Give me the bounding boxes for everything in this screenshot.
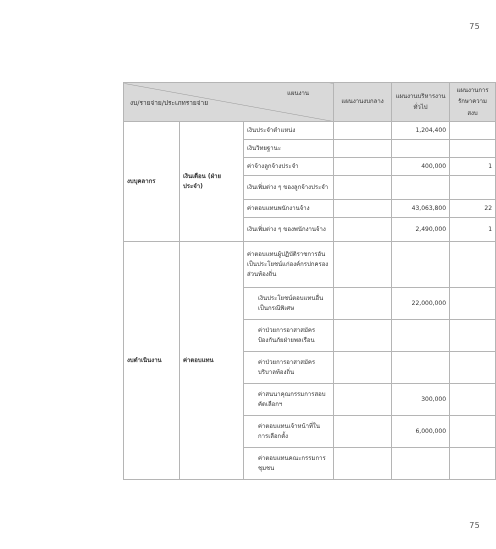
expense-item: เงินประจำตำแหน่ง (244, 122, 334, 140)
security-plan-amount (450, 288, 496, 320)
expense-item: ค่าจ้างลูกจ้างประจำ (244, 158, 334, 176)
security-plan-amount: 1 (450, 158, 496, 176)
table-row (124, 242, 496, 288)
expense-item: ค่าป่วยการอาสาสมัครป้องกันภัยฝ่ายพลเรือน (244, 320, 334, 352)
admin-plan-amount: 43,063,800 (392, 200, 450, 218)
admin-plan-amount: 300,000 (392, 384, 450, 416)
header-plan-label: แผนงาน (287, 90, 310, 97)
budget-subcategory: ค่าตอบแทน (180, 242, 244, 480)
header-admin-plan: แผนงานบริหารงานทั่วไป (392, 83, 450, 122)
security-plan-amount: 22 (450, 200, 496, 218)
budget-category: งบดำเนินงาน (124, 242, 180, 480)
expense-item: ค่าตอบแทนผู้ปฏิบัติราชการอันเป็นประโยชน์แก่องค์กรปกครองส่วนท้องถิ่น (244, 242, 334, 288)
security-plan-amount (450, 122, 496, 140)
general-plan-amount (334, 320, 392, 352)
general-plan-amount (334, 218, 392, 242)
expense-item: ค่าตอบแทนพนักงานจ้าง (244, 200, 334, 218)
budget-category: งบบุคลากร (124, 122, 180, 242)
admin-plan-amount: 400,000 (392, 158, 450, 176)
admin-plan-amount (392, 448, 450, 480)
admin-plan-amount (392, 352, 450, 384)
general-plan-amount (334, 448, 392, 480)
security-plan-amount (450, 384, 496, 416)
general-plan-amount (334, 416, 392, 448)
general-plan-amount (334, 352, 392, 384)
security-plan-amount (450, 242, 496, 288)
admin-plan-amount: 1,204,400 (392, 122, 450, 140)
security-plan-amount: 1 (450, 218, 496, 242)
general-plan-amount (334, 384, 392, 416)
expense-item: ค่าสนนาคุณกรรมการสอบคัดเลือกฯ (244, 384, 334, 416)
admin-plan-amount (392, 176, 450, 200)
general-plan-amount (334, 176, 392, 200)
security-plan-amount (450, 416, 496, 448)
expense-item: เงินเพิ่มต่าง ๆ ของลูกจ้างประจำ (244, 176, 334, 200)
general-plan-amount (334, 288, 392, 320)
security-plan-amount (450, 448, 496, 480)
admin-plan-amount (392, 242, 450, 288)
page-number-bottom: 75 (469, 521, 480, 530)
expense-item: เงินวิทยฐานะ (244, 140, 334, 158)
header-security-plan: แผนงานการรักษาความสงบ (450, 83, 496, 122)
header-corner-cell (124, 83, 334, 122)
general-plan-amount (334, 242, 392, 288)
expense-item: ค่าป่วยการอาสาสมัครบริบาลท้องถิ่น (244, 352, 334, 384)
admin-plan-amount: 2,490,000 (392, 218, 450, 242)
expense-item: เงินประโยชน์ตอบแทนอื่นเป็นกรณีพิเศษ (244, 288, 334, 320)
header-budget-type-label: งบ/รายจ่าย/ประเภทรายจ่าย (130, 99, 209, 108)
admin-plan-amount (392, 140, 450, 158)
general-plan-amount (334, 158, 392, 176)
expense-item: ค่าตอบแทนคณะกรรมการชุมชน (244, 448, 334, 480)
table-row (124, 122, 496, 140)
page-number-top: 75 (469, 22, 480, 31)
budget-table (123, 82, 496, 480)
table-body (124, 122, 496, 480)
admin-plan-amount: 6,000,000 (392, 416, 450, 448)
budget-subcategory: เงินเดือน (ฝ่ายประจำ) (180, 122, 244, 242)
header-general-plan: แผนงานงบกลาง (334, 83, 392, 122)
security-plan-amount (450, 320, 496, 352)
expense-item: ค่าตอบแทนเจ้าหน้าที่ในการเลือกตั้ง (244, 416, 334, 448)
general-plan-amount (334, 140, 392, 158)
expense-item: เงินเพิ่มต่าง ๆ ของพนักงานจ้าง (244, 218, 334, 242)
security-plan-amount (450, 352, 496, 384)
table-header-row (124, 83, 496, 122)
security-plan-amount (450, 176, 496, 200)
admin-plan-amount: 22,000,000 (392, 288, 450, 320)
security-plan-amount (450, 140, 496, 158)
admin-plan-amount (392, 320, 450, 352)
general-plan-amount (334, 200, 392, 218)
general-plan-amount (334, 122, 392, 140)
